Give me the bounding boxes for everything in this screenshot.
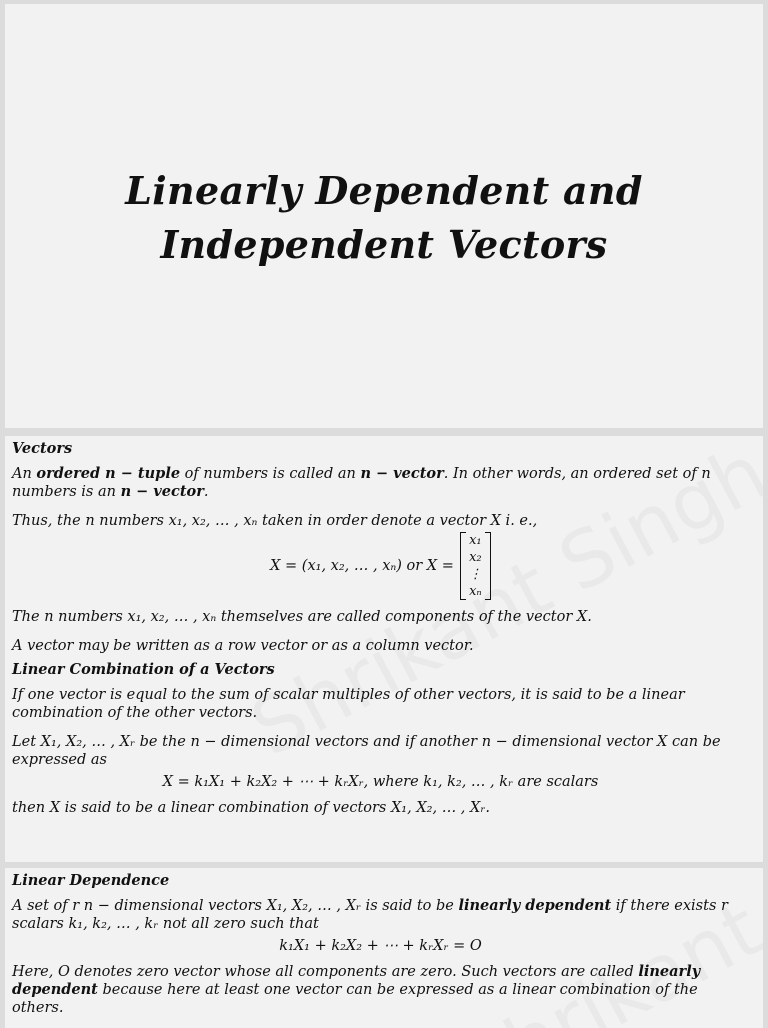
paragraph-ordered-tuple: An ordered n − tuple of numbers is called an n − vector. In other words, an ordered set of n numbers is an n − vector. bbox=[12, 465, 711, 500]
paragraph-zero-vector: Here, O denotes zero vector whose all components are zero. Such vectors are called linearly dependent because here at least one vector can be expressed as a linear combination of the others. bbox=[12, 963, 701, 1016]
paragraph-components: The n numbers x₁, x₂, … , xₙ themselves are called components of the vector X. bbox=[12, 609, 592, 625]
matrix-entry: xₙ bbox=[469, 584, 482, 599]
paragraph-linear-combination-def: If one vector is equal to the sum of scalar multiples of other vectors, it is said to be a linear combination of the other vectors. bbox=[12, 687, 685, 721]
paragraph-linear-combination-let: Let X₁, X₂, … , Xᵣ be the n − dimensional vectors and if another n − dimensional vector X can be expressed as bbox=[12, 734, 721, 768]
content-page-vectors bbox=[5, 436, 763, 862]
linear-dependence-equation: k₁X₁ + k₂X₂ + ⋯ + kᵣXᵣ = O bbox=[279, 938, 482, 954]
document-title bbox=[5, 164, 763, 272]
paragraph-row-column: A vector may be written as a row vector or as a column vector. bbox=[12, 638, 474, 654]
matrix-entry: x₁ bbox=[469, 533, 482, 548]
matrix-entry: x₂ bbox=[469, 550, 482, 565]
paragraph-linear-dependence-def: A set of r n − dimensional vectors X₁, X₂, … , Xᵣ is said to be linearly dependent if there exists r scalars k₁, k₂, … , kᵣ not all zero such that bbox=[12, 897, 728, 932]
heading-linear-combination: Linear Combination of a Vectors bbox=[12, 661, 275, 678]
column-vector-matrix bbox=[460, 532, 491, 600]
matrix-entry: ⋮ bbox=[468, 567, 482, 582]
vector-equation-left: X = (x₁, x₂, … , xₙ) or X = bbox=[270, 558, 454, 574]
heading-linear-dependence: Linear Dependence bbox=[12, 872, 170, 889]
paragraph-linear-combination-then: then X is said to be a linear combination of vectors X₁, X₂, … , Xᵣ. bbox=[12, 800, 490, 816]
title-line-1: Linearly Dependent and bbox=[125, 168, 643, 213]
paragraph-components-intro: Thus, the n numbers x₁, x₂, … , xₙ taken in order denote a vector X i. e., bbox=[12, 513, 538, 529]
title-line-2: Independent Vectors bbox=[160, 222, 608, 267]
content-page-dependence bbox=[5, 868, 763, 1028]
vector-equation bbox=[12, 532, 749, 600]
title-page bbox=[5, 4, 763, 428]
heading-vectors: Vectors bbox=[12, 440, 73, 457]
linear-combination-equation: X = k₁X₁ + k₂X₂ + ⋯ + kᵣXᵣ, where k₁, k₂, … , kᵣ are scalars bbox=[162, 774, 599, 790]
